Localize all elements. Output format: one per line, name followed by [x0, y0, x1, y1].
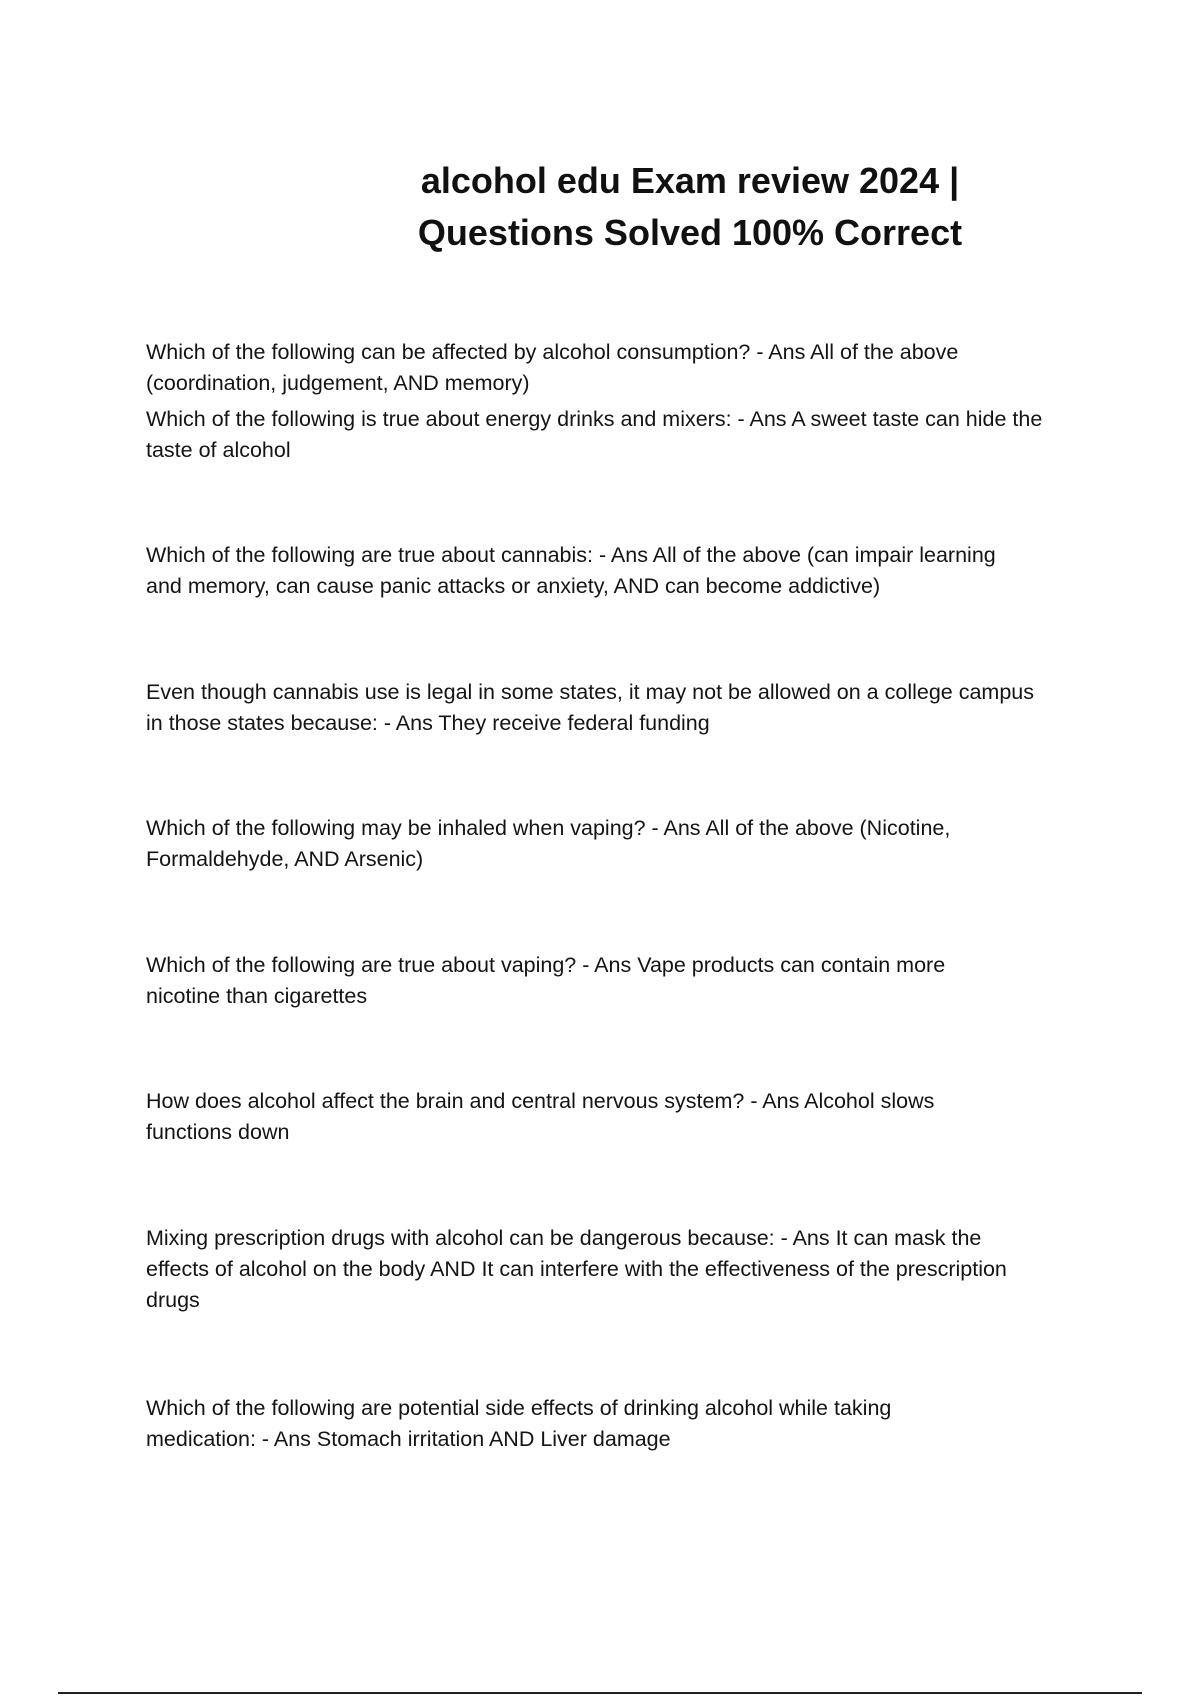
qa-item-8: Mixing prescription drugs with alcohol can be dangerous because: - Ans It can mask the effects of alcohol on the body AND It can interfere with the effectiveness of the prescription drugs: [146, 1226, 1007, 1312]
document-title: [380, 155, 1000, 259]
qa-item-4: Even though cannabis use is legal in some states, it may not be allowed on a college campus in those states because: - Ans They receive federal funding: [146, 680, 1034, 735]
footer-rule: [58, 1692, 1142, 1694]
qa-item-2: Which of the following is true about energy drinks and mixers: - Ans A sweet taste can hide the taste of alcohol: [146, 407, 1043, 462]
qa-item-9: Which of the following are potential side effects of drinking alcohol while taking medication: - Ans Stomach irritation AND Liver damage: [146, 1396, 892, 1451]
qa-item-1: Which of the following can be affected by alcohol consumption? - Ans All of the above (coordination, judgement, AND memory): [146, 340, 959, 395]
title-line-1: alcohol edu Exam review 2024 |: [420, 160, 960, 201]
qa-item-3: Which of the following are true about cannabis: - Ans All of the above (can impair learning and memory, can cause panic attacks or anxiety, AND can become addictive): [146, 543, 996, 598]
title-line-2: Questions Solved 100% Correct: [417, 212, 963, 253]
qa-item-6: Which of the following are true about vaping? - Ans Vape products can contain more nicotine than cigarettes: [146, 953, 946, 1008]
qa-item-5: Which of the following may be inhaled when vaping? - Ans All of the above (Nicotine, Formaldehyde, AND Arsenic): [146, 816, 951, 871]
qa-item-7: How does alcohol affect the brain and central nervous system? - Ans Alcohol slows functions down: [146, 1089, 935, 1144]
